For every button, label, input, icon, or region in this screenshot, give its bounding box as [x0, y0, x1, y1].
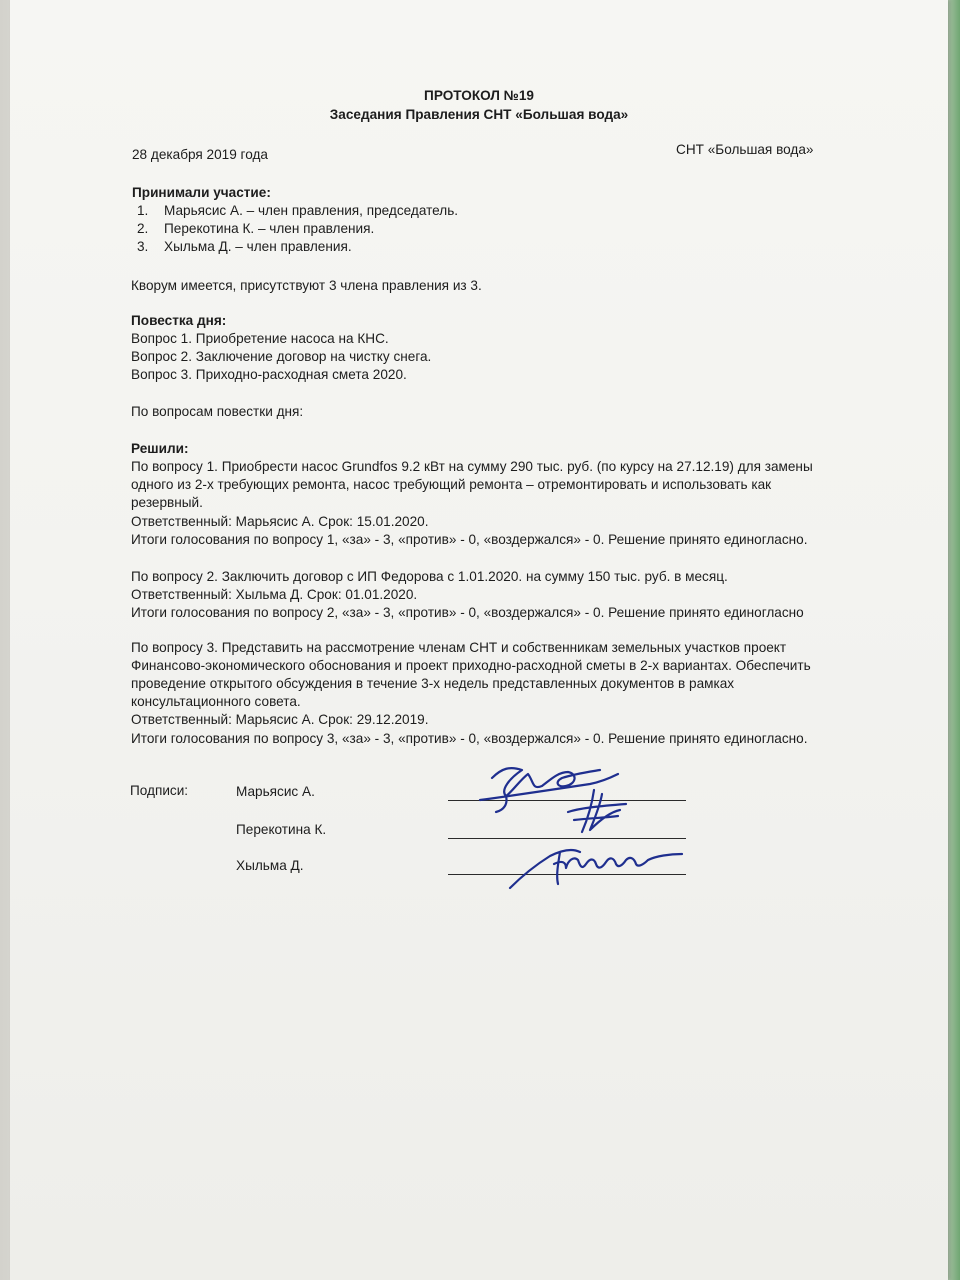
- signer-name: Перекотина К.: [236, 822, 327, 837]
- decision-2-responsible: Ответственный: Хыльма Д. Срок: 01.01.2020.: [131, 587, 418, 602]
- agenda-item: Вопрос 2. Заключение договор на чистку снега.: [131, 349, 432, 364]
- signature-marisis: [480, 768, 618, 812]
- meeting-place: СНТ «Большая вода»: [676, 142, 814, 157]
- decision-3-line: консультационного совета.: [131, 694, 301, 709]
- agenda-item: Вопрос 1. Приобретение насоса на КНС.: [131, 331, 389, 346]
- decision-2-vote: Итоги голосования по вопросу 2, «за» - 3, «против» - 0, «воздержался» - 0. Решение принято единогласно: [131, 605, 804, 620]
- participant-num: 1.: [137, 203, 149, 218]
- document-title: ПРОТОКОЛ №19: [424, 88, 534, 103]
- signature-perekotina: [568, 790, 626, 832]
- meeting-date: 28 декабря 2019 года: [132, 147, 268, 162]
- decision-3-line: Финансово-экономического обоснования и проект приходно-расходной сметы в 2-х вариантах. Обеспечить: [131, 658, 811, 673]
- decision-1-line: По вопросу 1. Приобрести насос Grundfos 9.2 кВт на сумму 290 тыс. руб. (по курсу на 27.12.19) для замены: [131, 459, 813, 474]
- signature-khylma: [510, 850, 682, 888]
- participant-num: 2.: [137, 221, 149, 236]
- signatures-label: Подписи:: [130, 783, 189, 798]
- decision-3-line: проведение открытого обсуждения в течение 3-х недель представленных документов в рамках: [131, 676, 735, 691]
- agenda-intro: По вопросам повестки дня:: [131, 404, 304, 419]
- quorum-text: Кворум имеется, присутствуют 3 члена правления из 3.: [131, 278, 482, 293]
- decision-1-line: одного из 2-х требующих ремонта, насос требующий ремонта – отремонтировать и использовать как: [131, 477, 772, 492]
- handwritten-signatures: [450, 760, 730, 900]
- agenda-heading: Повестка дня:: [131, 313, 227, 328]
- decision-1-line: резервный.: [131, 495, 203, 510]
- background-edge: [950, 0, 960, 1280]
- participant-item: Марьясис А. – член правления, председатель.: [164, 203, 459, 218]
- decision-3-responsible: Ответственный: Марьясис А. Срок: 29.12.2019.: [131, 712, 429, 727]
- participant-item: Хыльма Д. – член правления.: [164, 239, 352, 254]
- agenda-item: Вопрос 3. Приходно-расходная смета 2020.: [131, 367, 407, 382]
- decision-1-responsible: Ответственный: Марьясис А. Срок: 15.01.2020.: [131, 514, 429, 529]
- decision-2-line: По вопросу 2. Заключить договор с ИП Федорова с 1.01.2020. на сумму 150 тыс. руб. в месяц.: [131, 569, 728, 584]
- participant-num: 3.: [137, 239, 149, 254]
- document-page: [10, 0, 948, 1280]
- signer-name: Хыльма Д.: [236, 858, 304, 873]
- decisions-heading: Решили:: [131, 441, 189, 456]
- signer-name: Марьясис А.: [236, 784, 315, 799]
- participants-heading: Принимали участие:: [132, 185, 271, 200]
- document-subtitle: Заседания Правления СНТ «Большая вода»: [329, 107, 629, 122]
- participant-item: Перекотина К. – член правления.: [164, 221, 375, 236]
- decision-1-vote: Итоги голосования по вопросу 1, «за» - 3, «против» - 0, «воздержался» - 0. Решение принято единогласно.: [131, 532, 808, 547]
- decision-3-vote: Итоги голосования по вопросу 3, «за» - 3, «против» - 0, «воздержался» - 0. Решение принято единогласно.: [131, 731, 808, 746]
- decision-3-line: По вопросу 3. Представить на рассмотрение членам СНТ и собственникам земельных участков проект: [131, 640, 787, 655]
